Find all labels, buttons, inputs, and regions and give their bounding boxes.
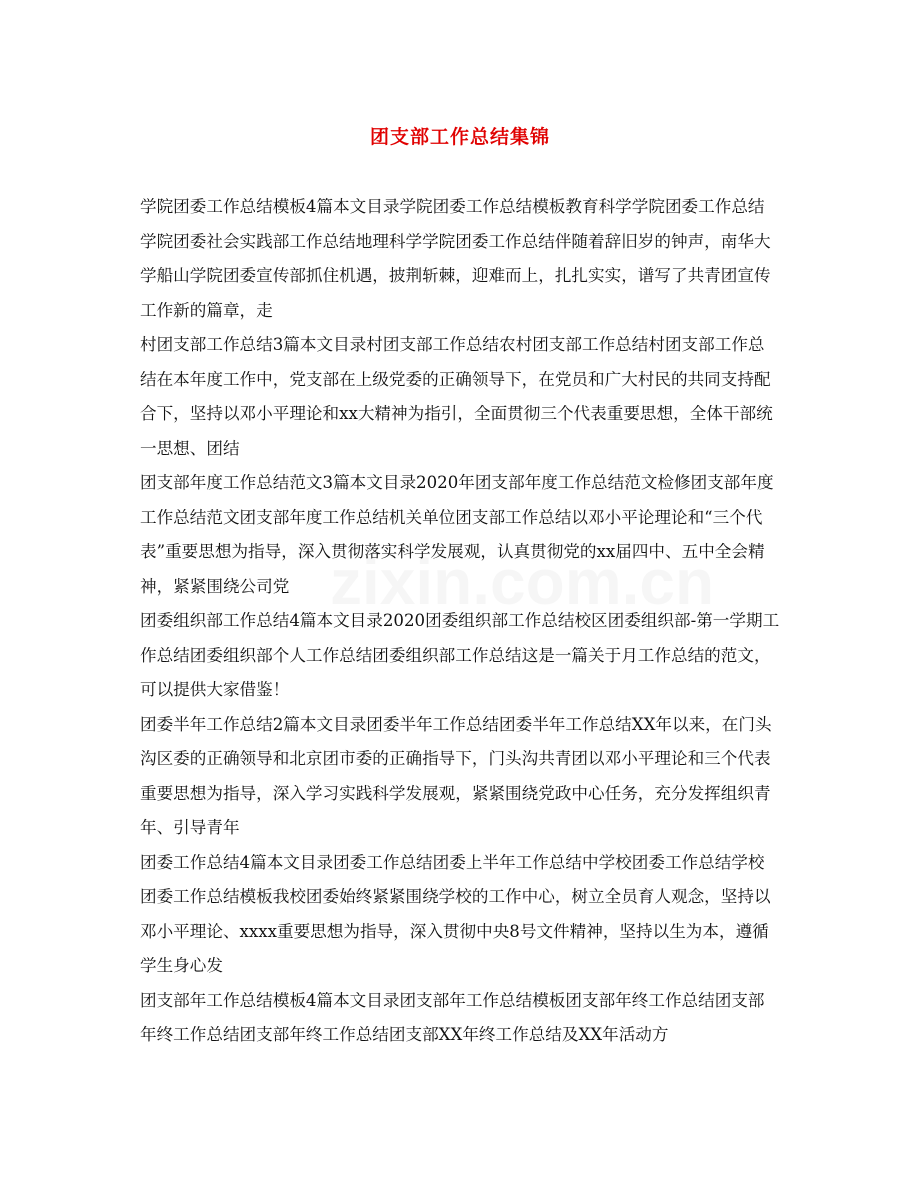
document-body (140, 190, 780, 1053)
document-title: 团支部工作总结集锦 (369, 126, 550, 148)
paragraph-6: 团委工作总结4篇本文目录团委工作总结团委上半年工作总结中学校团委工作总结学校团委工作总结模板我校团委始终紧紧围绕学校的工作中心，树立全员育人观念，坚持以邓小平理论、xxxx重要思想为指导，深入贯彻中央8号文件精神，坚持以生为本，遵循学生身心发 (140, 852, 771, 975)
paragraph-3: 团支部年度工作总结范文3篇本文目录2020年团支部年度工作总结范文检修团支部年度工作总结范文团支部年度工作总结机关单位团支部工作总结以邓小平论理论和“三个代表”重要思想为指导，深入贯彻落实科学发展观，认真贯彻党的xx届四中、五中全会精神，紧紧围绕公司党 (140, 473, 774, 596)
paragraph-5: 团委半年工作总结2篇本文目录团委半年工作总结团委半年工作总结XX年以来，在门头沟区委的正确领导和北京团市委的正确指导下，门头沟共青团以邓小平理论和三个代表重要思想为指导，深入学习实践科学发展观，紧紧围绕党政中心任务，充分发挥组织青年、引导青年 (140, 714, 772, 837)
paragraph-1: 学院团委工作总结模板4篇本文目录学院团委工作总结模板教育科学学院团委工作总结学院团委社会实践部工作总结地理科学学院团委工作总结伴随着辞旧岁的钟声，南华大学船山学院团委宣传部抓住机遇，披荆斩棘，迎难而上，扎扎实实，谱写了共青团宣传工作新的篇章，走 (140, 197, 771, 320)
paragraph-7: 团支部年工作总结模板4篇本文目录团支部年工作总结模板团支部年终工作总结团支部年终工作总结团支部年终工作总结团支部XX年终工作总结及XX年活动方 (140, 990, 765, 1044)
paragraph-4: 团委组织部工作总结4篇本文目录2020团委组织部工作总结校区团委组织部-第一学期工作总结团委组织部个人工作总结团委组织部工作总结这是一篇关于月工作总结的范文，可以提供大家借鉴！ (140, 611, 780, 699)
paragraph-2: 村团支部工作总结3篇本文目录村团支部工作总结农村团支部工作总结村团支部工作总结在本年度工作中，党支部在上级党委的正确领导下，在党员和广大村民的共同支持配合下，坚持以邓小平理论和xx大精神为指引，全面贯彻三个代表重要思想，全体干部统一思想、团结 (140, 335, 773, 458)
